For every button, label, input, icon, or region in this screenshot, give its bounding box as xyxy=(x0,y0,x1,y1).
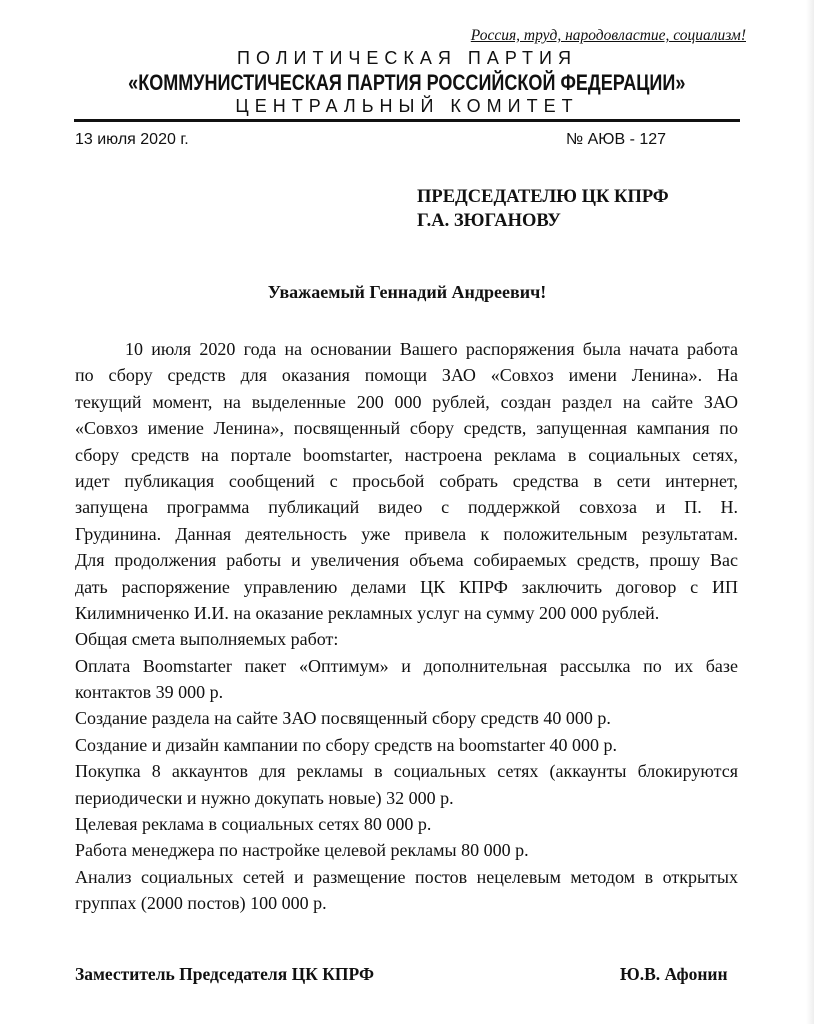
letterhead-divider xyxy=(74,119,740,122)
letterhead-line-2-wrap xyxy=(0,70,814,98)
body-line: Для продолжения работы и увеличения объема собираемых средств, прошу Вас xyxy=(75,550,738,571)
letterhead-party-name: «КОММУНИСТИЧЕСКАЯ ПАРТИЯ РОССИЙСКОЙ ФЕДЕРАЦИИ» xyxy=(128,70,686,95)
body-line: Анализ социальных сетей и размещение постов нецелевым методом в открытых xyxy=(75,866,738,887)
greeting: Уважаемый Геннадий Андреевич! xyxy=(267,282,547,302)
addressee-line-2: Г.А. ЗЮГАНОВУ xyxy=(417,211,561,231)
body-line: Покупка 8 аккаунтов для рекламы в социальных сетях (аккаунты блокируются xyxy=(75,761,738,782)
body-line: Создание раздела на сайте ЗАО посвященный сбору средств 40 000 р. xyxy=(75,708,611,729)
signature-name: Ю.В. Афонин xyxy=(620,964,728,984)
page-edge-shadow xyxy=(806,0,814,1024)
body-line: Общая смета выполняемых работ: xyxy=(75,629,339,650)
letter-body xyxy=(75,336,738,917)
body-line: сбору средств на портале boomstarter, настроена реклама в социальных сетях, xyxy=(75,444,738,465)
body-line: по сбору средств для оказания помощи ЗАО «Совхоз имени Ленина». На xyxy=(75,365,738,386)
body-line: Работа менеджера по настройке целевой рекламы 80 000 р. xyxy=(75,840,529,861)
signature-position: Заместитель Председателя ЦК КПРФ xyxy=(75,964,374,984)
body-line: «Совхоз имение Ленина», посвященный сбору средств, запущенная кампания по xyxy=(75,418,738,439)
letter-date: 13 июля 2020 г. xyxy=(75,131,189,148)
body-line: Создание и дизайн кампании по сбору средств на boomstarter 40 000 р. xyxy=(75,734,617,755)
letterhead-line-1: ПОЛИТИЧЕСКАЯ ПАРТИЯ xyxy=(237,48,577,68)
body-line: 10 июля 2020 года на основании Вашего распоряжения была начата работа xyxy=(125,339,738,359)
body-line: дать распоряжение управлению делами ЦК КПРФ заключить договор с ИП xyxy=(75,576,738,597)
body-line: группах (2000 постов) 100 000 р. xyxy=(75,893,327,914)
body-line: Оплата Boomstarter пакет «Оптимум» и дополнительная рассылка по их базе xyxy=(75,655,738,676)
party-motto: Россия, труд, народовластие, социализм! xyxy=(470,27,746,44)
body-line: Целевая реклама в социальных сетях 80 000 р. xyxy=(75,814,432,835)
body-line: текущий момент, на выделенные 200 000 рублей, создан раздел на сайте ЗАО xyxy=(75,391,738,412)
body-line: запущена программа публикаций видео с поддержкой совхоза и П. Н. xyxy=(75,497,738,518)
letterhead-line-3: ЦЕНТРАЛЬНЫЙ КОМИТЕТ xyxy=(235,96,579,116)
body-line: контактов 39 000 р. xyxy=(75,682,224,703)
body-line: Грудинина. Данная деятельность уже привела к положительным результатам. xyxy=(75,523,738,544)
letter-number: № АЮВ - 127 xyxy=(566,131,667,148)
body-line: Килимниченко И.И. на оказание рекламных услуг на сумму 200 000 рублей. xyxy=(75,602,660,623)
body-line: периодически и нужно докупать новые) 32 000 р. xyxy=(75,787,454,808)
body-line: идет публикация сообщений с просьбой собрать средства в сети интернет, xyxy=(75,470,738,491)
addressee-line-1: ПРЕДСЕДАТЕЛЮ ЦК КПРФ xyxy=(417,187,669,207)
